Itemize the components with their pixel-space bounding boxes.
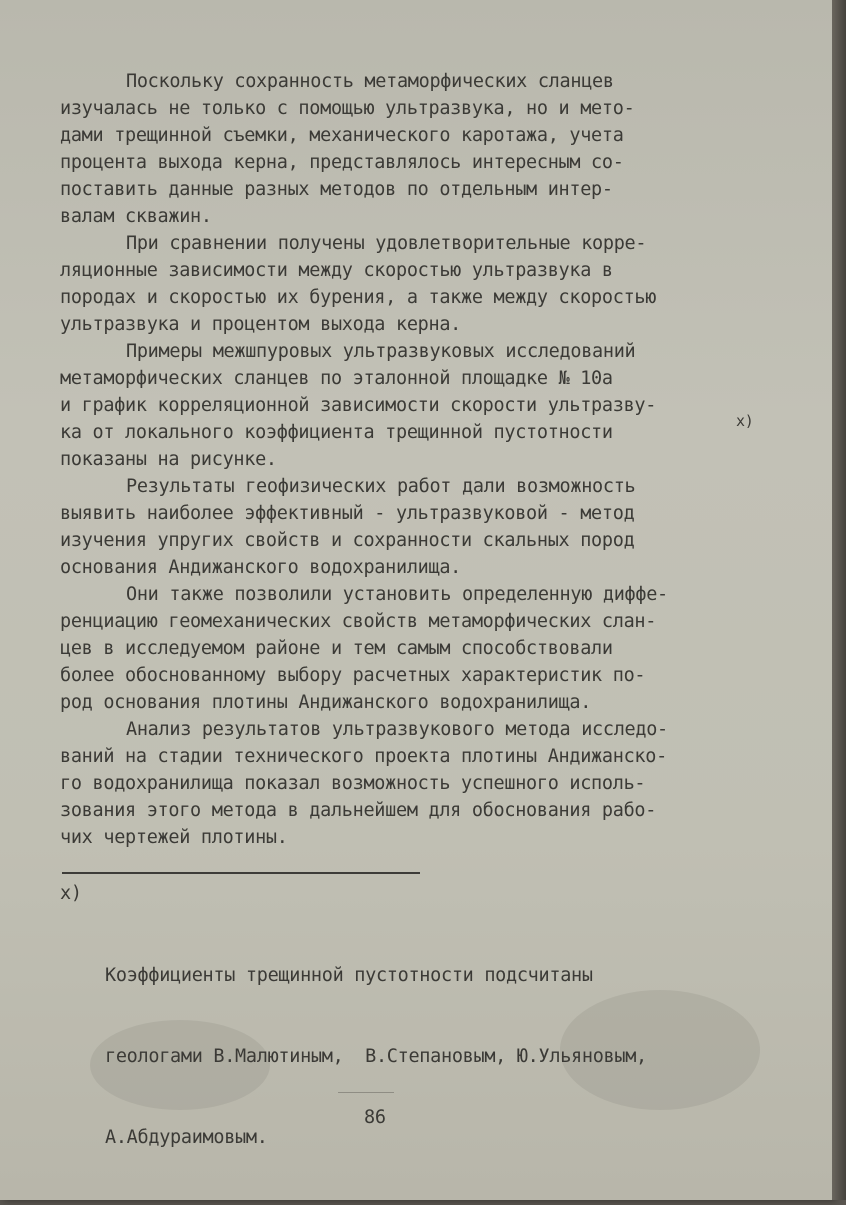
footnote-separator <box>62 872 420 874</box>
body-line: Они также позволили установить определенную диффе- <box>126 584 668 605</box>
body-line: род основания плотины Андижанского водохранилища. <box>60 692 592 713</box>
body-line: изучалась не только с помощью ультразвука, но и мето- <box>60 98 635 119</box>
body-line: зования этого метода в дальнейшем для обоснования рабо- <box>60 800 657 821</box>
page-number: 86 <box>364 1107 386 1128</box>
page-number-rule <box>338 1092 394 1093</box>
body-line: Поскольку сохранность метаморфических сланцев <box>126 71 614 92</box>
body-line: дами трещинной съемки, механического каротажа, учета <box>60 125 624 146</box>
footnote-reference-mark: x) <box>736 412 754 430</box>
body-line: Примеры межшпуровых ультразвуковых исследований <box>126 341 636 362</box>
body-line: цев в исследуемом районе и тем самым способствовали <box>60 638 613 659</box>
body-line: ваний на стадии технического проекта плотины Андижанско- <box>60 746 667 767</box>
body-line: метаморфических сланцев по эталонной площадке № 10а <box>60 368 613 389</box>
footnote-line: Коэффициенты трещинной пустотности подсчитаны <box>105 965 593 986</box>
body-line: показаны на рисунке. <box>60 449 277 470</box>
body-line: чих чертежей плотины. <box>60 827 288 848</box>
body-line: основания Андижанского водохранилища. <box>60 557 462 578</box>
body-line: ренциацию геомеханических свойств метаморфических слан- <box>60 611 657 632</box>
body-line: изучения упругих свойств и сохранности скальных пород <box>60 530 635 551</box>
footnote-line: А.Абдураимовым. <box>105 1127 268 1148</box>
body-line: ультразвука и процентом выхода керна. <box>60 314 462 335</box>
body-line: ляционные зависимости между скоростью ультразвука в <box>60 260 613 281</box>
footnote-line: геологами В.Малютиным, В.Степановым, Ю.Ульяновым, <box>105 1046 647 1067</box>
body-line: более обоснованному выбору расчетных характеристик по- <box>60 665 646 686</box>
body-line: породах и скоростью их бурения, а также между скоростью <box>60 287 657 308</box>
body-line: процента выхода керна, представлялось интересным со- <box>60 152 624 173</box>
body-line: Анализ результатов ультразвукового метода исследо- <box>126 719 668 740</box>
book-spine-edge <box>832 0 846 1200</box>
body-line: При сравнении получены удовлетворительные корре- <box>126 233 647 254</box>
body-line: и график корреляционной зависимости скорости ультразву- <box>60 395 657 416</box>
body-line: валам скважин. <box>60 206 212 227</box>
body-line: поставить данные разных методов по отдельным интер- <box>60 179 613 200</box>
body-line: ка от локального коэффициента трещинной пустотности <box>60 422 613 443</box>
body-line: Результаты геофизических работ дали возможность <box>126 476 636 497</box>
body-text <box>60 68 668 851</box>
body-line: выявить наиболее эффективный - ультразвуковой - метод <box>60 503 635 524</box>
footnote-mark: x) <box>60 883 82 904</box>
body-line: го водохранилища показал возможность успешного исполь- <box>60 773 646 794</box>
footnote-text <box>105 908 647 1205</box>
